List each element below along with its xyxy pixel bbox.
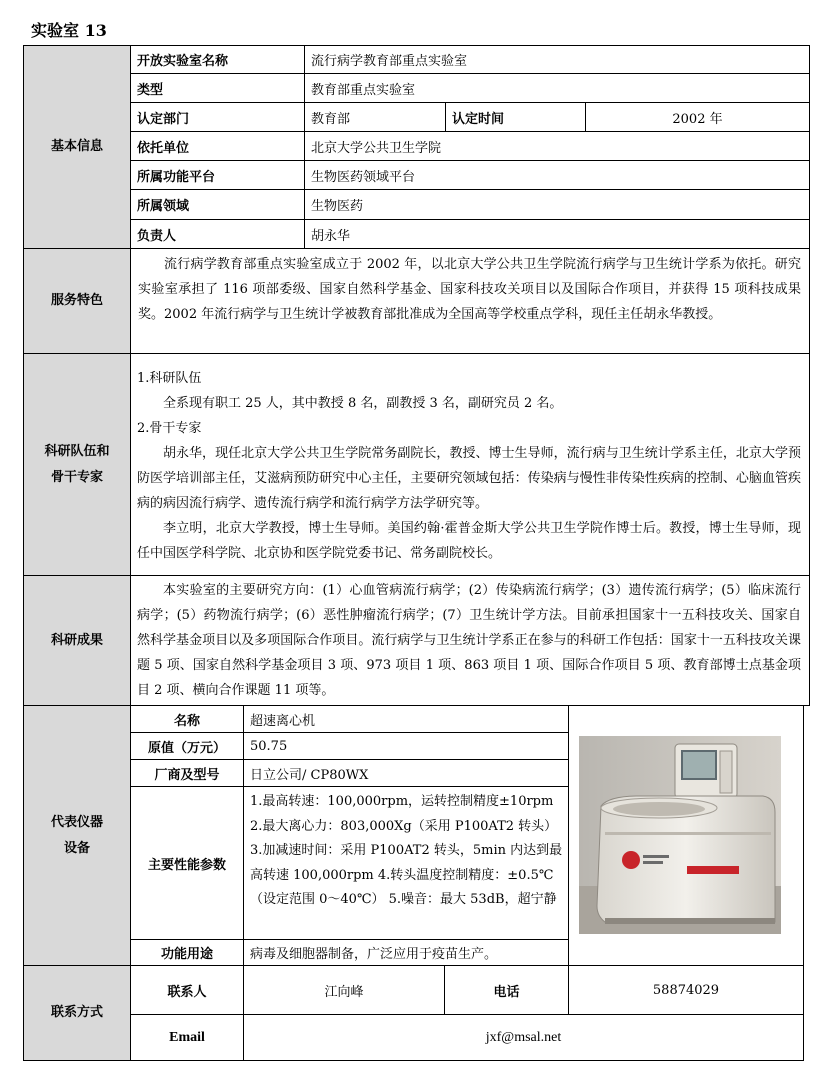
instrument-price-label: 原值（万元） [130, 732, 244, 760]
instrument-maker-label: 厂商及型号 [130, 759, 244, 787]
results-section-cell [23, 575, 131, 706]
team-label-line1: 科研队伍和 [44, 443, 110, 459]
team-label-line2: 骨干专家 [50, 469, 103, 485]
platform-value: 生物医药领域平台 [304, 160, 810, 190]
centrifuge-image [579, 736, 781, 934]
date-label: 认定时间 [445, 102, 586, 132]
instrument-maker-value: 日立公司/ CP80WX [243, 759, 569, 787]
instrument-photo-cell [568, 705, 804, 966]
basic-info-label: 基本信息 [50, 139, 103, 154]
field-label: 所属领域 [130, 189, 305, 220]
service-content [130, 248, 810, 354]
instrument-section-cell [23, 705, 131, 966]
lab-name-label: 开放实验室名称 [130, 45, 305, 74]
contact-phone-label: 电话 [444, 965, 569, 1015]
contact-label: 联系方式 [50, 1005, 103, 1020]
instrument-label-line2: 设备 [63, 840, 90, 856]
team-heading-1: 1.科研队伍 [137, 371, 202, 386]
lab-name-value: 流行病学教育部重点实验室 [304, 45, 810, 74]
instrument-use-value: 病毒及细胞器制备，广泛应用于疫苗生产。 [243, 939, 569, 966]
team-paragraph-1: 全系现有职工 25 人，其中教授 8 名，副教授 3 名，副研究员 2 名。 [163, 396, 563, 411]
team-label [24, 354, 130, 575]
instrument-params-value: 1.最高转速：100,000rpm，运转控制精度±10rpm 2.最大离心力：803,000Xg（采用 P100AT2 转头）3.加减速时间：采用 P100AT2 转头，5min 内达到最高转速 100,000rpm 4.转头温度控制精度：±0.5℃（设定范围 0～40℃） 5.噪音：最大 53dB，超宁静 [250, 794, 563, 907]
basic-info-section-cell [23, 45, 131, 249]
service-section-cell [23, 248, 131, 354]
host-label: 依托单位 [130, 131, 305, 161]
instrument-name-value: 超速离心机 [243, 705, 569, 733]
team-paragraph-3: 李立明，北京大学教授，博士生导师。美国约翰·霍普金斯大学公共卫生学院作博士后。教授，博士生导师，现任中国医学科学院、北京协和医学院党委书记、常务副院校长。 [137, 521, 801, 561]
contact-person-value: 江向峰 [243, 965, 445, 1015]
head-value: 胡永华 [304, 219, 810, 249]
type-label: 类型 [130, 73, 305, 103]
field-value: 生物医药 [304, 189, 810, 220]
contact-person-label: 联系人 [130, 965, 244, 1015]
platform-label: 所属功能平台 [130, 160, 305, 190]
contact-email-label: Email [130, 1014, 244, 1061]
instrument-price-value: 50.75 [243, 732, 569, 760]
head-label: 负责人 [130, 219, 305, 249]
type-value: 教育部重点实验室 [304, 73, 810, 103]
results-label: 科研成果 [50, 632, 103, 648]
instrument-params-label: 主要性能参数 [130, 786, 244, 940]
page-title: 实验室 13 [31, 21, 107, 40]
instrument-params-cell [243, 786, 569, 940]
contact-phone-value: 58874029 [568, 965, 804, 1015]
date-value: 2002 年 [585, 102, 810, 132]
team-section-cell [23, 353, 131, 576]
dept-value: 教育部 [304, 102, 446, 132]
instrument-name-label: 名称 [130, 705, 244, 733]
team-content [130, 353, 810, 576]
service-label: 服务特色 [50, 293, 103, 308]
team-paragraph-2: 胡永华，现任北京大学公共卫生学院常务副院长，教授、博士生导师，流行病与卫生统计学系主任，北京大学预防医学培训部主任，艾滋病预防研究中心主任，主要研究领域包括：传染病与慢性非传染性疾病的控制、心脑血管疾病的病因流行病学、遗传流行病学和流行病学方法学研究等。 [137, 446, 801, 511]
centrifuge-photo [579, 736, 781, 934]
instrument-use-label: 功能用途 [130, 939, 244, 966]
results-content [130, 575, 810, 706]
contact-email-value[interactable]: jxf@msal.net [243, 1014, 804, 1061]
instrument-label-line1: 代表仪器 [50, 814, 103, 830]
dept-label: 认定部门 [130, 102, 305, 132]
instrument-label [24, 706, 130, 965]
team-heading-2: 2.骨干专家 [137, 421, 202, 436]
service-text: 流行病学教育部重点实验室成立于 2002 年，以北京大学公共卫生学院流行病学与卫生统计学系为依托。研究实验室承担了 116 项部委级、国家自然科学基金、国家科技攻关项目以及国际合作项目，并获得 15 项科技成果奖。2002 年流行病学与卫生统计学被教育部批准成为全国高等学校重点学科，现任主任胡永华教授。 [138, 257, 801, 322]
host-value: 北京大学公共卫生学院 [304, 131, 810, 161]
results-text: 本实验室的主要研究方向：(1）心血管病流行病学；(2）传染病流行病学；(3）遗传流行病学；(5）临床流行病学；(5）药物流行病学；(6）恶性肿瘤流行病学；(7）卫生统计学方法。目前承担国家十一五科技攻关、国家自然科学基金项目以及多项国际合作项目。流行病学与卫生统计学系正在参与的科研工作包括：国家十一五科技攻关课题 5 项、国家自然科学基金项目 3 项、973 项目 1 项、863 项目 1 项、国际合作项目 5 项、教育部博士点基金项目 2 项、横向合作课题 11 项等。 [137, 583, 801, 698]
contact-section-cell [23, 965, 131, 1061]
